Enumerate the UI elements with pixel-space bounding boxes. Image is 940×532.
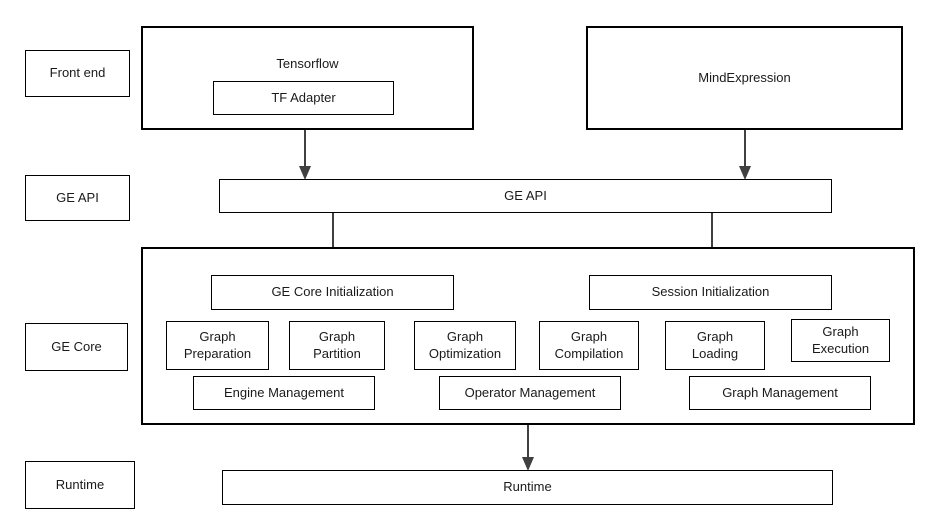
module-graph-optimization-line2: Optimization bbox=[428, 345, 502, 361]
module-graph-loading-line2: Loading bbox=[691, 345, 739, 361]
session-initialization-label: Session Initialization bbox=[651, 284, 770, 300]
row-label-runtime bbox=[25, 461, 135, 509]
tf-adapter-box bbox=[213, 81, 394, 115]
module-graph-partition-line1: Graph bbox=[318, 329, 356, 345]
row-label-front-end bbox=[25, 50, 130, 97]
ge-core-initialization-box bbox=[211, 275, 454, 310]
module-graph-preparation-line1: Graph bbox=[199, 329, 236, 345]
runtime-bar-label: Runtime bbox=[503, 479, 552, 495]
module-graph-execution-line2: Execution bbox=[811, 340, 870, 356]
engine-management-label: Engine Management bbox=[224, 384, 344, 400]
module-graph-compilation bbox=[539, 321, 639, 370]
operator-management-label: Operator Management bbox=[464, 384, 596, 400]
module-graph-compilation-line2: Compilation bbox=[554, 345, 624, 361]
module-graph-partition-line2: Partition bbox=[313, 345, 361, 361]
row-label-runtime-text: Runtime bbox=[55, 476, 105, 492]
operator-management-box bbox=[439, 376, 621, 410]
module-graph-partition bbox=[289, 321, 385, 370]
ge-api-bar-label: GE API bbox=[504, 187, 547, 203]
row-label-ge-core-text: GE Core bbox=[51, 338, 102, 354]
module-graph-execution bbox=[791, 319, 890, 362]
mindexpression-box bbox=[586, 26, 903, 130]
mindexpression-label: MindExpression bbox=[698, 69, 791, 85]
graph-management-box bbox=[689, 376, 871, 410]
tensorflow-title: Tensorflow bbox=[276, 56, 339, 71]
graph-management-label: Graph Management bbox=[722, 384, 838, 400]
row-label-ge-api bbox=[25, 175, 130, 221]
arrow-tensorflow-to-ge-api bbox=[290, 130, 320, 180]
arrow-ge-core-to-runtime bbox=[513, 425, 543, 471]
engine-management-box bbox=[193, 376, 375, 410]
module-graph-preparation bbox=[166, 321, 269, 370]
ge-api-bar bbox=[219, 179, 832, 213]
row-label-front-end-text: Front end bbox=[49, 65, 106, 81]
module-graph-loading bbox=[665, 321, 765, 370]
row-label-ge-core bbox=[25, 323, 128, 371]
ge-core-initialization-label: GE Core Initialization bbox=[271, 284, 394, 300]
row-label-ge-api-text: GE API bbox=[56, 189, 99, 205]
runtime-bar bbox=[222, 470, 833, 505]
tf-adapter-label: TF Adapter bbox=[271, 89, 336, 105]
arrow-mindexpression-to-ge-api bbox=[730, 130, 760, 180]
module-graph-preparation-line2: Preparation bbox=[183, 345, 252, 361]
module-graph-optimization bbox=[414, 321, 516, 370]
session-initialization-box bbox=[589, 275, 832, 310]
module-graph-optimization-line1: Graph bbox=[446, 329, 484, 345]
module-graph-execution-line1: Graph bbox=[822, 324, 859, 340]
module-graph-compilation-line1: Graph bbox=[570, 329, 608, 345]
module-graph-loading-line1: Graph bbox=[696, 329, 734, 345]
